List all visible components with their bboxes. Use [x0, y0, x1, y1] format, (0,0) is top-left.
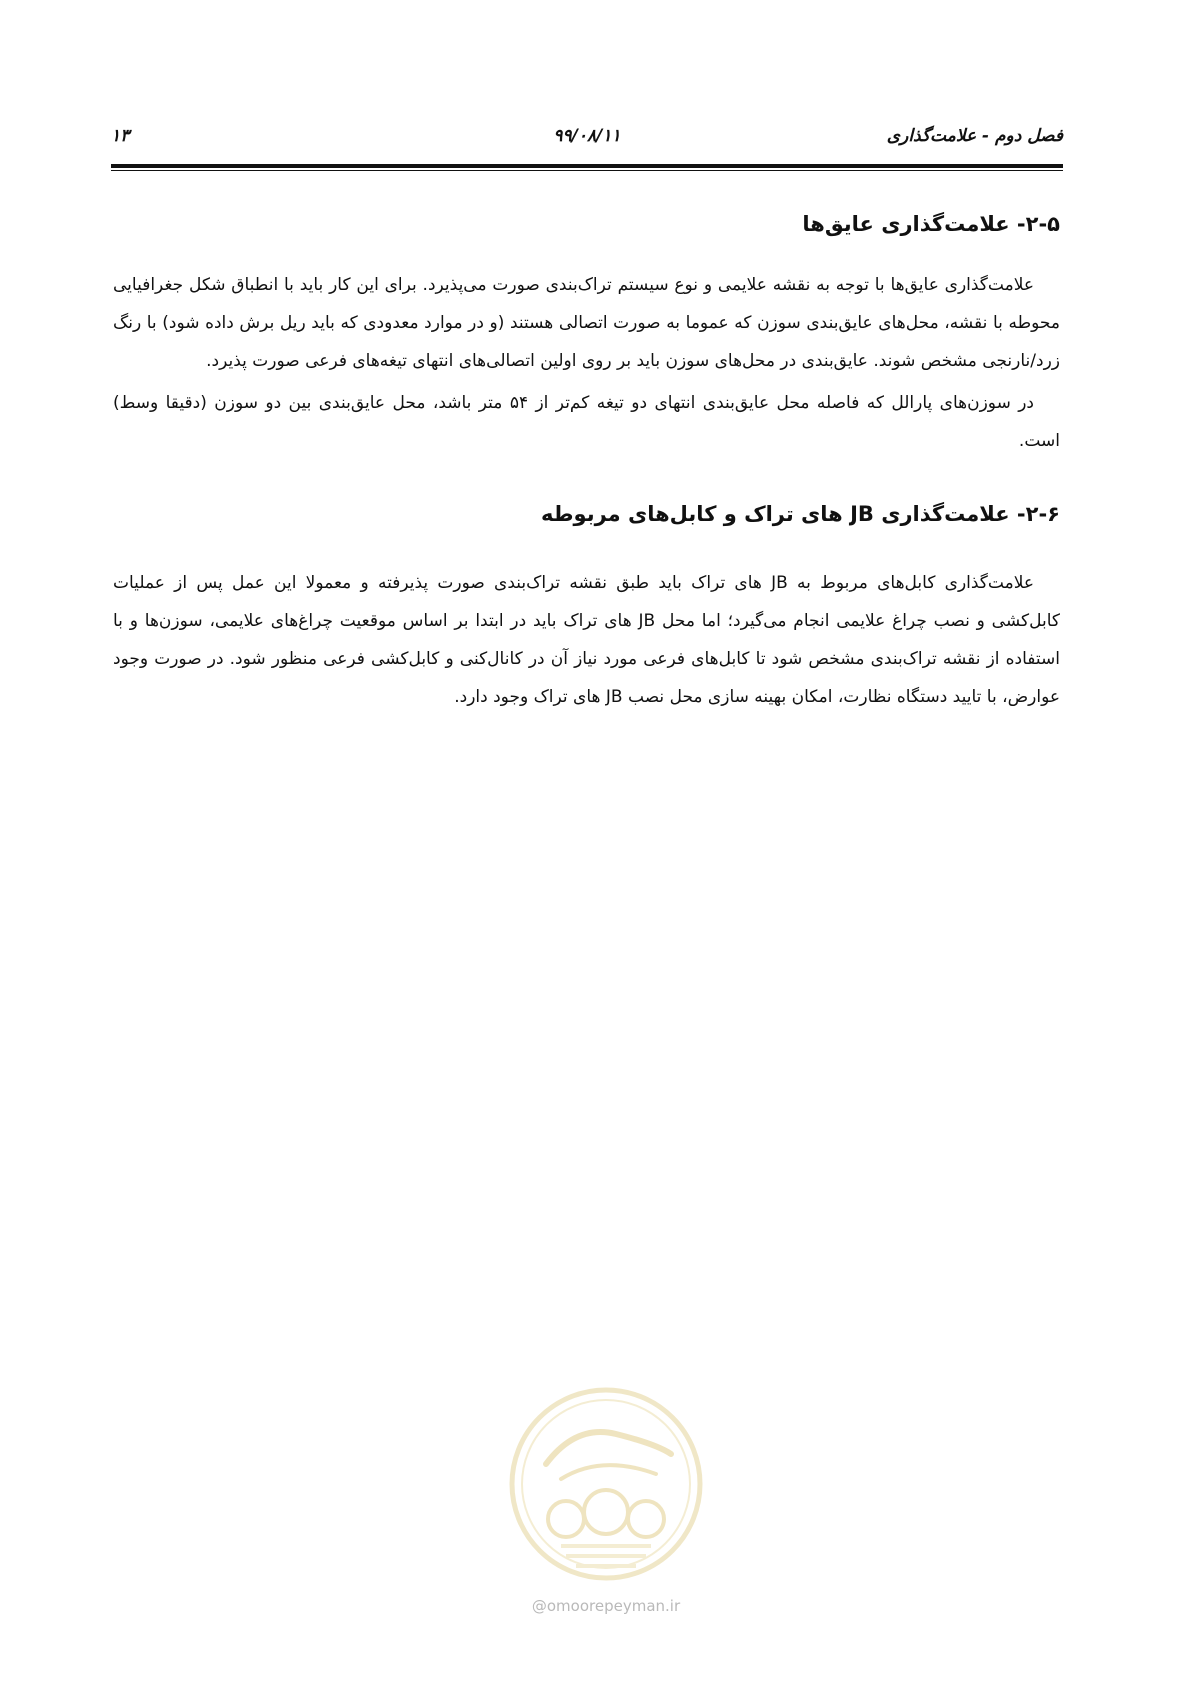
watermark-url: @omoorepeyman.ir [531, 1597, 681, 1615]
page-number: ۱۳ [111, 126, 130, 146]
page-content [113, 206, 1060, 716]
page-header [111, 126, 1063, 156]
section-title: ۲-۵- علامت‌گذاری عایق‌ها [802, 212, 1060, 236]
header-rule-thick [111, 164, 1063, 168]
header-date: ۹۹/۰۸/۱۱ [553, 126, 621, 146]
header-rule-thin [111, 170, 1063, 171]
paragraph: علامت‌گذاری کابل‌های مربوط به JB های تراک باید طبق نقشه تراک‌بندی صورت پذیرفته و معمولا این عمل پس از عملیات کابل‌کشی و نصب چراغ علایمی انجام می‌گیرد؛ اما محل JB های تراک باید در ابتدا بر اساس موقعیت چراغ‌های علایمی، سوزن‌ها و با استفاده از نقشه تراک‌بندی مشخص شود تا کابل‌های فرعی مورد نیاز آن در کانال‌کنی و کابل‌کشی فرعی منظور شود. در صورت وجود عوارض، با تایید دستگاه نظارت، امکان بهینه سازی محل نصب JB های تراک وجود دارد. [113, 573, 1060, 707]
watermark-logo-icon [506, 1384, 706, 1584]
section-title: ۲-۶- علامت‌گذاری JB های تراک و کابل‌های مربوطه [541, 502, 1060, 526]
paragraph: علامت‌گذاری عایق‌ها با توجه به نقشه علایمی و نوع سیستم تراک‌بندی صورت می‌پذیرد. برای این کار باید با انطباق شکل جغرافیایی محوطه با نقشه، محل‌های عایق‌بندی سوزن که عموما به صورت اتصالی هستند (و در موارد معدودی که باید ریل برش داده شود) با رنگ زرد/نارنجی مشخص شوند. عایق‌بندی در محل‌های سوزن باید بر روی اولین اتصالی‌های انتهای تیغه‌های فرعی صورت پذیرد. [113, 275, 1060, 371]
paragraph: در سوزن‌های پارالل که فاصله محل عایق‌بندی انتهای دو تیغه کم‌تر از ۵۴ متر باشد، محل عایق‌بندی بین دو سوزن (دقیقا وسط) است. [113, 393, 1060, 451]
chapter-title: فصل دوم - علامت‌گذاری [886, 126, 1063, 146]
